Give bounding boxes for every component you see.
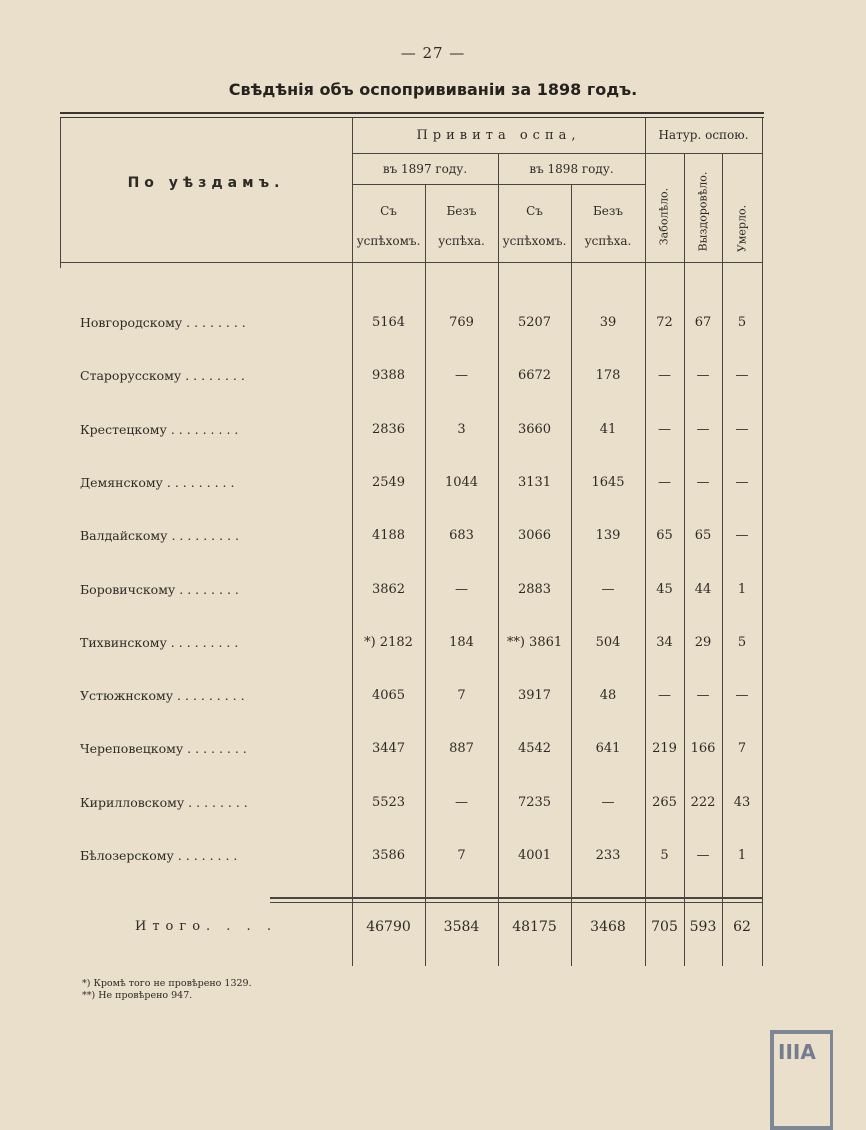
nosuccess-1897-b: успѣха.	[438, 234, 485, 248]
recovered-cell: 166	[690, 741, 716, 756]
success-1898-cell: 3660	[517, 422, 552, 437]
success-1898-cell: 4542	[517, 741, 552, 756]
success-1898-cell: 3917	[517, 688, 552, 703]
died-cell: 5	[737, 635, 747, 650]
header-bottom-rule	[60, 262, 762, 263]
success-1898-b: успѣхомъ.	[502, 234, 567, 248]
district-name: Кирилловскому . . . . . . . .	[80, 795, 248, 810]
nosuccess-1898-cell: 48	[599, 688, 617, 703]
died-cell: 7	[737, 741, 747, 756]
fell-ill-cell: 65	[656, 528, 673, 543]
fell-ill-cell: —	[658, 475, 671, 490]
nosuccess-1898-cell: 41	[599, 422, 617, 437]
fell-ill-cell: 72	[656, 315, 673, 330]
total-recovered: 593	[689, 919, 717, 935]
died-cell: 43	[733, 795, 751, 810]
table-row	[60, 684, 764, 708]
library-stamp	[770, 1030, 833, 1130]
recovered-cell: —	[696, 422, 710, 437]
district-name: Устюжнскому . . . . . . . . .	[80, 688, 245, 703]
table-row	[60, 418, 764, 442]
total-success-1897: 46790	[366, 919, 411, 935]
died-header: Умерло.	[735, 204, 749, 253]
natural-smallpox-header: Натур. оспою.	[658, 128, 749, 142]
table-row	[60, 311, 764, 335]
success-1897-cell: 4065	[371, 688, 406, 703]
fell-ill-cell: 34	[656, 635, 673, 650]
recovered-cell: 65	[694, 528, 712, 543]
year-1898-header: въ 1898 году.	[529, 162, 614, 176]
footnote-1: *) Кромѣ того не провѣрено 1329.	[82, 978, 252, 989]
success-1898-cell: 3066	[517, 528, 552, 543]
recovered-header: Выздоровѣло.	[696, 171, 710, 252]
success-1897-cell: 5164	[371, 315, 406, 330]
nosuccess-1897-cell: —	[455, 368, 468, 383]
died-cell: 1	[737, 848, 747, 863]
nosuccess-1897-cell: 769	[449, 315, 474, 330]
nosuccess-1897-cell: 184	[449, 635, 474, 650]
success-1897-a: Съ	[380, 204, 397, 218]
success-1898-cell: 7235	[517, 795, 552, 810]
recovered-cell: 29	[694, 635, 712, 650]
fell-ill-cell: —	[658, 422, 671, 437]
nosuccess-1898-cell: 1645	[591, 475, 625, 490]
died-cell: —	[735, 688, 749, 703]
recovered-cell: 44	[694, 582, 712, 597]
table-row	[60, 471, 764, 495]
total-nosuccess-1898: 3468	[590, 919, 626, 935]
nosuccess-1898-cell: 178	[595, 368, 621, 383]
table-left-border	[60, 118, 61, 268]
district-name: Боровичскому . . . . . . . .	[80, 582, 239, 597]
nosuccess-1898-cell: —	[601, 795, 615, 810]
table-top-rule-thin	[60, 117, 764, 118]
fell-ill-header: Заболѣло.	[657, 187, 671, 246]
success-1897-cell: 9388	[371, 368, 406, 383]
table-row	[60, 791, 764, 815]
total-nosuccess-1897: 3584	[443, 919, 480, 935]
district-name: Бѣлозерскому . . . . . . . .	[80, 848, 238, 863]
success-1897-cell: *) 2182	[364, 635, 413, 650]
success-1897-cell: 2836	[371, 422, 406, 437]
success-1897-b: успѣхомъ.	[356, 234, 421, 248]
died-cell: 1	[737, 582, 747, 597]
died-cell: —	[735, 528, 749, 543]
nosuccess-1897-cell: 1044	[444, 475, 479, 490]
totals-label: Итого. . . .	[135, 919, 277, 934]
table-row	[60, 524, 764, 548]
success-1897-cell: 3447	[371, 741, 406, 756]
header-divider	[352, 153, 762, 154]
recovered-cell: —	[696, 368, 710, 383]
success-1897-cell: 5523	[371, 795, 406, 810]
success-1898-a: Съ	[526, 204, 543, 218]
totals-rule	[270, 897, 762, 899]
success-1898-cell: 3131	[517, 475, 552, 490]
table-top-rule	[60, 112, 764, 114]
total-fell-ill: 705	[651, 919, 678, 935]
footnote-2: **) Не провѣрено 947.	[82, 990, 193, 1001]
success-1897-cell: 3586	[371, 848, 406, 863]
fell-ill-cell: 45	[656, 582, 673, 597]
fell-ill-cell: —	[658, 368, 671, 383]
recovered-cell: —	[696, 475, 710, 490]
total-success-1898: 48175	[512, 919, 557, 935]
nosuccess-1897-a: Безъ	[446, 204, 477, 218]
total-died: 62	[733, 919, 751, 935]
district-name: Старорусскому . . . . . . . .	[80, 368, 245, 383]
stamp-text: IIIA	[778, 1040, 816, 1064]
nosuccess-1897-cell: —	[455, 795, 468, 810]
recovered-cell: —	[696, 688, 710, 703]
page-title: Свѣдѣнія объ оспопрививаніи за 1898 годъ.	[228, 80, 638, 99]
success-1898-cell: **) 3861	[506, 635, 563, 650]
nosuccess-1898-cell: 39	[599, 315, 617, 330]
table-row	[60, 578, 764, 602]
district-name: Крестецкому . . . . . . . . .	[80, 422, 239, 437]
nosuccess-1897-cell: 683	[449, 528, 474, 543]
fell-ill-cell: —	[658, 688, 671, 703]
table-row	[60, 844, 764, 868]
nosuccess-1897-cell: 887	[449, 741, 474, 756]
district-name: Валдайскому . . . . . . . . .	[80, 528, 239, 543]
vaccinated-header: Привита оспа,	[416, 128, 581, 143]
table-row	[60, 631, 764, 655]
nosuccess-1897-cell: 7	[457, 688, 466, 703]
district-column-header: По уѣздамъ.	[127, 175, 285, 191]
success-1897-cell: 4188	[371, 528, 406, 543]
header-divider	[352, 184, 645, 185]
totals-row	[60, 915, 764, 939]
success-1898-cell: 5207	[517, 315, 552, 330]
totals-rule-thin	[270, 902, 762, 903]
success-1898-cell: 2883	[517, 582, 552, 597]
nosuccess-1898-cell: 504	[595, 635, 621, 650]
success-1898-cell: 6672	[517, 368, 552, 383]
fell-ill-cell: 219	[652, 741, 677, 756]
table-row	[60, 737, 764, 761]
nosuccess-1897-cell: 7	[457, 848, 466, 863]
died-cell: —	[735, 475, 749, 490]
fell-ill-cell: 5	[660, 848, 669, 863]
district-name: Череповецкому . . . . . . . .	[80, 741, 247, 756]
nosuccess-1898-cell: 233	[595, 848, 621, 863]
fell-ill-cell: 265	[652, 795, 677, 810]
nosuccess-1898-cell: 139	[595, 528, 621, 543]
recovered-cell: 67	[694, 315, 712, 330]
nosuccess-1897-cell: 3	[457, 422, 466, 437]
nosuccess-1898-cell: 641	[595, 741, 621, 756]
footnotes	[82, 978, 252, 1002]
nosuccess-1898-a: Безъ	[592, 204, 624, 218]
recovered-cell: 222	[690, 795, 716, 810]
nosuccess-1898-b: успѣха.	[584, 234, 632, 248]
district-name: Демянскому . . . . . . . . .	[80, 475, 235, 490]
table-row	[60, 364, 764, 388]
district-name: Тихвинскому . . . . . . . . .	[80, 635, 239, 650]
recovered-cell: —	[696, 848, 710, 863]
nosuccess-1897-cell: —	[455, 582, 468, 597]
nosuccess-1898-cell: —	[601, 582, 615, 597]
success-1898-cell: 4001	[517, 848, 552, 863]
died-cell: —	[735, 422, 749, 437]
success-1897-cell: 3862	[371, 582, 406, 597]
died-cell: 5	[737, 315, 747, 330]
year-1897-header: въ 1897 году.	[382, 162, 468, 176]
page-number: — 27 —	[400, 44, 466, 62]
success-1897-cell: 2549	[371, 475, 406, 490]
died-cell: —	[735, 368, 749, 383]
district-name: Новгородскому . . . . . . . .	[80, 315, 246, 330]
